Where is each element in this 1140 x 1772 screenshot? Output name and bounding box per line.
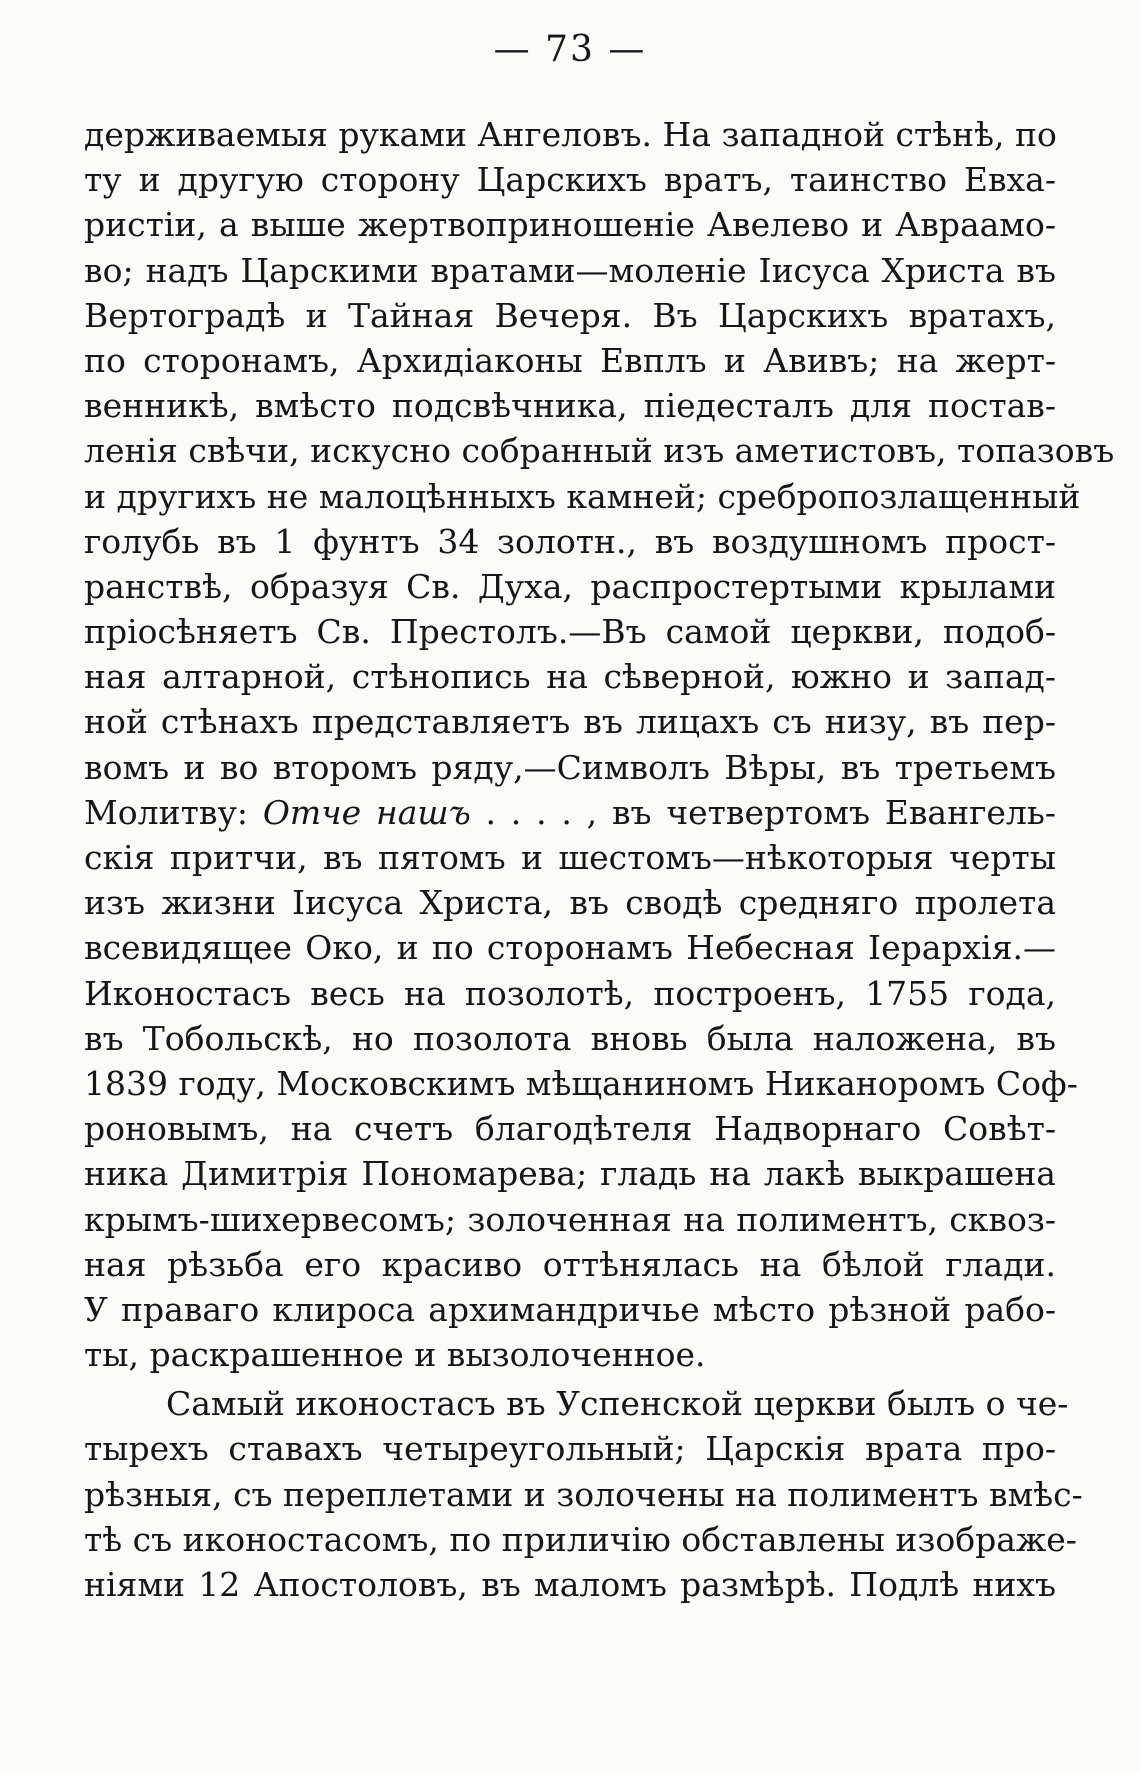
text-line: скія притчи, въ пятомъ и шестомъ—нѣкоторыя черты [84, 838, 1056, 877]
text-line: вомъ и во второмъ ряду,—Символъ Вѣры, въ третьемъ [84, 747, 1056, 787]
text-line: рѣзныя, съ переплетами и золочены на полиментъ вмѣс- [84, 1474, 1083, 1514]
text-line: ной стѣнахъ представляетъ въ лицахъ съ низу, въ пер- [84, 702, 1056, 742]
text-line: держиваемыя руками Ангеловъ. На западной стѣнѣ, по [84, 115, 1057, 154]
text-line: ная алтарной, стѣнопись на сѣверной, южно и запад- [84, 657, 1056, 697]
text-line: всевидящее Око, и по сторонамъ Небесная Іерархія.— [84, 928, 1056, 968]
body-text [84, 112, 1115, 1607]
text-line-prayer [84, 790, 1056, 835]
text-line: 1839 году, Московскимъ мѣщаниномъ Никаноромъ Соф- [84, 1063, 1078, 1103]
page-number: — 73 — [493, 29, 647, 70]
text-line: голубь въ 1 фунтъ 34 золотн., въ воздушномъ прост- [84, 521, 1056, 561]
text-line: крымъ-шихервесомъ; золоченная на полиментъ, сквоз- [84, 1199, 1056, 1239]
text-line: Иконостасъ весь на позолотѣ, построенъ, 1755 года, [84, 973, 1056, 1013]
text-line: Самый иконостасъ въ Успенской церкви былъ о че- [166, 1384, 1069, 1424]
text-line: изъ жизни Іисуса Христа, въ сводѣ средняго пролета [84, 883, 1056, 923]
prayer-lead: Молитву: [84, 792, 248, 832]
text-line: ника Димитрія Пономарева; гладь на лакѣ выкрашена [84, 1154, 1056, 1194]
paragraph-2 [84, 1381, 1083, 1607]
prayer-rest: . . . . , въ четвертомъ Евангель- [470, 792, 1056, 832]
text-line: ты, раскрашенное и вызолоченное. [84, 1335, 706, 1375]
text-line: ленія свѣчи, искусно собранный изъ аметистовъ, топазовъ [84, 431, 1115, 471]
text-line: тырехъ ставахъ четыреугольный; Царскія врата про- [84, 1429, 1056, 1469]
text-line: ту и другую сторону Царскихъ вратъ, таинство Евха- [84, 160, 1056, 200]
text-line: ристіи, а выше жертвоприношеніе Авелево и Авраамо- [84, 205, 1056, 245]
text-line: во; надъ Царскими вратами—моленіе Іисуса Христа въ [84, 250, 1056, 290]
text-line: по сторонамъ, Архидіаконы Евплъ и Авивъ; на жерт- [84, 340, 1056, 380]
text-line: пріосѣняетъ Св. Престолъ.—Въ самой церкви, подоб- [84, 612, 1056, 652]
text-line: и другихъ не малоцѣнныхъ камней; сребропозлащенный [84, 476, 1081, 516]
text-line: роновымъ, на счетъ благодѣтеля Надворнаго Совѣт- [84, 1109, 1056, 1149]
text-line: въ Тобольскѣ, но позолота вновь была наложена, въ [84, 1018, 1056, 1058]
text-line: венникѣ, вмѣсто подсвѣчника, піедесталъ для постав- [84, 386, 1056, 426]
text-line: ная рѣзьба его красиво оттѣнялась на бѣлой глади. [84, 1244, 1056, 1284]
text-line: ніями 12 Апостоловъ, въ маломъ размѣрѣ. Подлѣ нихъ [84, 1565, 1056, 1604]
prayer-title-italic: Отче нашъ [262, 792, 471, 832]
text-line: ранствѣ, образуя Св. Духа, распростертыми крылами [84, 566, 1056, 606]
text-line: тѣ съ иконостасомъ, по приличію обставлены изображе- [84, 1519, 1077, 1559]
text-line: У праваго клироса архимандричье мѣсто рѣзной рабо- [84, 1289, 1056, 1329]
paragraph-1 [84, 112, 1115, 1377]
text-line: Вертоградѣ и Тайная Вечеря. Въ Царскихъ вратахъ, [84, 295, 1056, 335]
